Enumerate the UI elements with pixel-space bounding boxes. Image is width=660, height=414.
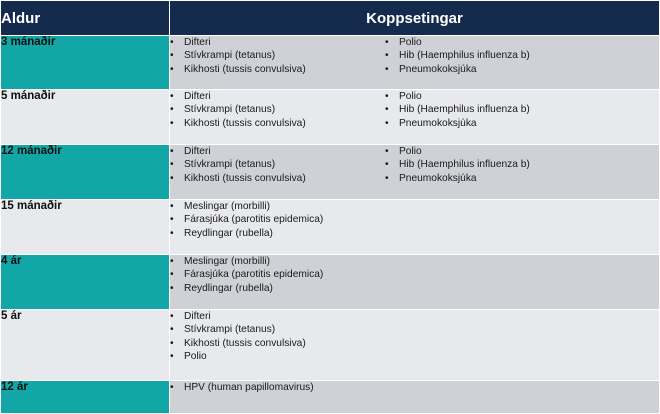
vaccine-item: • Stívkrampi (tetanus) <box>170 158 385 171</box>
vaccine-item: • Hib (Haemphilus influenza b) <box>385 158 530 171</box>
vaccine-item: • Pneumokoksjúka <box>385 172 530 185</box>
vaccine-list <box>385 90 530 130</box>
vaccine-item: • Difteri <box>170 145 385 158</box>
vaccine-item: • Stívkrampi (tetanus) <box>170 49 385 62</box>
table-row <box>1 310 660 381</box>
vaccine-item: • Kikhosti (tussis convulsiva) <box>170 117 385 130</box>
vaccine-item: • Polio <box>385 36 530 49</box>
vaccine-item: • Reydlingar (rubella) <box>170 227 385 240</box>
vaccinations-cell <box>170 381 660 414</box>
vaccine-item: • Difteri <box>170 90 385 103</box>
age-column-header: Aldur <box>1 1 170 36</box>
vaccinations-cell <box>170 255 660 310</box>
vaccine-item: • Polio <box>170 350 385 363</box>
vaccine-list <box>170 90 385 130</box>
vaccine-item: • Kikhosti (tussis convulsiva) <box>170 63 385 76</box>
age-cell: 12 ár <box>1 381 170 414</box>
vaccine-item: • Pneumokoksjúka <box>385 117 530 130</box>
vaccinations-cell <box>170 90 660 145</box>
vaccine-list <box>170 381 385 394</box>
vaccine-list <box>170 200 385 240</box>
vaccine-item: • Stívkrampi (tetanus) <box>170 103 385 116</box>
vaccine-item: • Kikhosti (tussis convulsiva) <box>170 172 385 185</box>
vaccine-item: • HPV (human papillomavirus) <box>170 381 385 394</box>
vaccine-item: • Hib (Haemphilus influenza b) <box>385 49 530 62</box>
table-row <box>1 36 660 90</box>
vaccinations-cell <box>170 310 660 381</box>
vaccine-item: • Meslingar (morbilli) <box>170 255 385 268</box>
vaccine-item: • Hib (Haemphilus influenza b) <box>385 103 530 116</box>
vaccine-list <box>170 310 385 363</box>
vaccine-item: • Fárasjúka (parotitis epidemica) <box>170 213 385 226</box>
vaccine-list <box>170 36 385 76</box>
age-cell: 4 ár <box>1 255 170 310</box>
vaccine-item: • Stívkrampi (tetanus) <box>170 323 385 336</box>
age-cell: 5 mánaðir <box>1 90 170 145</box>
table-row <box>1 90 660 145</box>
vaccine-item: • Kikhosti (tussis convulsiva) <box>170 337 385 350</box>
vaccine-list <box>170 255 385 295</box>
vaccine-item: • Polio <box>385 90 530 103</box>
table-row <box>1 200 660 255</box>
vaccine-item: • Pneumokoksjúka <box>385 63 530 76</box>
table-row <box>1 255 660 310</box>
table-row <box>1 145 660 200</box>
vaccine-list <box>385 145 530 185</box>
vaccine-list <box>170 145 385 185</box>
age-cell: 15 mánaðir <box>1 200 170 255</box>
vaccine-item: • Difteri <box>170 36 385 49</box>
age-cell: 12 mánaðir <box>1 145 170 200</box>
vaccine-item: • Fárasjúka (parotitis epidemica) <box>170 268 385 281</box>
vaccinations-cell <box>170 200 660 255</box>
vaccinations-cell <box>170 145 660 200</box>
vaccine-item: • Reydlingar (rubella) <box>170 282 385 295</box>
vaccinations-cell <box>170 36 660 90</box>
age-cell: 3 mánaðir <box>1 36 170 90</box>
table-row <box>1 381 660 414</box>
vaccine-item: • Meslingar (morbilli) <box>170 200 385 213</box>
vaccinations-column-header: Koppsetingar <box>170 1 660 36</box>
vaccine-item: • Difteri <box>170 310 385 323</box>
vaccine-item: • Polio <box>385 145 530 158</box>
vaccine-list <box>385 36 530 76</box>
age-cell: 5 ár <box>1 310 170 381</box>
